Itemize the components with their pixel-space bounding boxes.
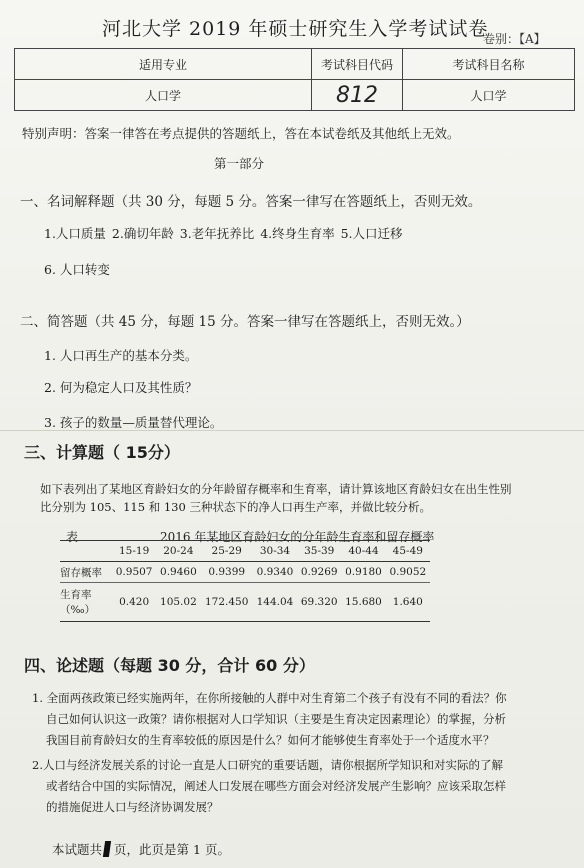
fertility-value: 69.320 — [297, 583, 341, 622]
special-notice: 特别声明：答案一律答在考点提供的答题纸上，答在本试卷纸及其他纸上无效。 — [22, 126, 460, 141]
survival-value: 0.9460 — [156, 562, 200, 583]
survival-value: 0.9340 — [253, 562, 297, 583]
survival-value: 0.9052 — [386, 562, 430, 583]
footer-middle: 页，此页是第 — [114, 842, 190, 857]
fertility-value: 105.02 — [156, 583, 200, 622]
footer-prefix: 本试题共 — [52, 842, 103, 857]
section4-q2-line1: 2.人口与经济发展关系的讨论一直是人口研究的重要话题，请你根据所学知识和对实际的了解 — [32, 758, 503, 772]
age-group: 15-19 — [112, 541, 156, 562]
age-group: 20-24 — [156, 541, 200, 562]
fertility-unit: （‰） — [60, 604, 96, 616]
section4-q1-line2: 自己如何认识这一政策？请你根据对人口学知识（主要是生育决定因素理论）的掌握，分析 — [46, 712, 506, 726]
section1-terms-line2: 6. 人口转变 — [44, 262, 110, 277]
table-caption: 2016 年某地区育龄妇女的分年龄生育率和留存概率 — [160, 530, 435, 544]
section4-q1-line1: 1. 全面两孩政策已经实施两年，在你所接触的人群中对生育第二个孩子有没有不同的看法？你 — [32, 691, 507, 705]
survival-value: 0.9399 — [201, 562, 253, 583]
age-group: 30-34 — [253, 541, 297, 562]
major-value: 人口学 — [15, 80, 312, 111]
major-header: 适用专业 — [15, 49, 312, 80]
handwritten-page-count-mark — [103, 841, 111, 857]
subject-value: 人口学 — [403, 80, 575, 111]
code-value: 812 — [312, 80, 403, 111]
fertility-value: 0.420 — [112, 583, 156, 622]
section4-heading: 四、论述题（每题 30 分，合计 60 分） — [24, 656, 315, 675]
section4-q2-line2: 或者结合中国的实际情况，阐述人口发展在哪些方面会对经济发展产生影响？应该采取怎样 — [46, 779, 506, 793]
survival-value: 0.9269 — [297, 562, 341, 583]
survival-value: 0.9180 — [341, 562, 385, 583]
code-header: 考试科目代码 — [312, 49, 403, 80]
age-group: 25-29 — [201, 541, 253, 562]
fertility-value: 15.680 — [341, 583, 385, 622]
row-label-fertility — [60, 583, 112, 622]
paper-fold-line — [0, 430, 584, 431]
age-group: 40-44 — [341, 541, 385, 562]
section1-heading: 一、名词解释题（共 30 分，每题 5 分。答案一律写在答题纸上，否则无效。 — [20, 194, 482, 210]
subject-header: 考试科目名称 — [403, 49, 575, 80]
section2-heading: 二、简答题（共 45 分，每题 15 分。答案一律写在答题纸上，否则无效。） — [20, 314, 470, 330]
fertility-value: 144.04 — [253, 583, 297, 622]
fertility-value: 1.640 — [386, 583, 430, 622]
table-row — [60, 562, 430, 583]
section1-terms-line1: 1.人口质量 2.确切年龄 3.老年抚养比 4.终身生育率 5.人口迁移 — [44, 226, 403, 241]
page-footer — [52, 840, 230, 858]
section3-text-line2: 比分别为 105、115 和 130 三种状态下的净人口再生产率，并做比较分析。 — [40, 500, 431, 514]
fertility-label: 生育率 — [60, 589, 92, 601]
section4-q2-line3: 的措施促进人口与经济协调发展？ — [46, 800, 219, 814]
section2-question2: 2. 何为稳定人口及其性质？ — [44, 380, 198, 395]
section3-heading: 三、计算题（ 15分） — [24, 443, 180, 462]
age-group: 45-49 — [386, 541, 430, 562]
age-group: 35-39 — [297, 541, 341, 562]
part-label: 第一部分 — [214, 156, 265, 171]
table-row — [60, 583, 430, 622]
row-label-survival: 留存概率 — [60, 562, 112, 583]
footer-page-number: 1 — [193, 842, 201, 857]
footer-suffix: 页。 — [204, 842, 230, 857]
exam-info-table — [14, 48, 575, 111]
exam-title: 河北大学 2019 年硕士研究生入学考试试卷 — [102, 18, 489, 40]
section2-question3: 3. 孩子的数量—质量替代理论。 — [44, 415, 223, 430]
paper-version: 卷别：【A】 — [483, 32, 546, 46]
section2-question1: 1. 人口再生产的基本分类。 — [44, 348, 198, 363]
survival-value: 0.9507 — [112, 562, 156, 583]
section4-q1-line3: 我国目前育龄妇女的生育率较低的原因是什么？如何才能够使生育率处于一个适度水平？ — [46, 733, 495, 747]
fertility-value: 172.450 — [201, 583, 253, 622]
section3-text-line1: 如下表列出了某地区育龄妇女的分年龄留存概率和生育率，请计算该地区育龄妇女在出生性别 — [40, 482, 512, 496]
table-label: 表 — [66, 530, 79, 544]
fertility-table — [60, 540, 430, 622]
